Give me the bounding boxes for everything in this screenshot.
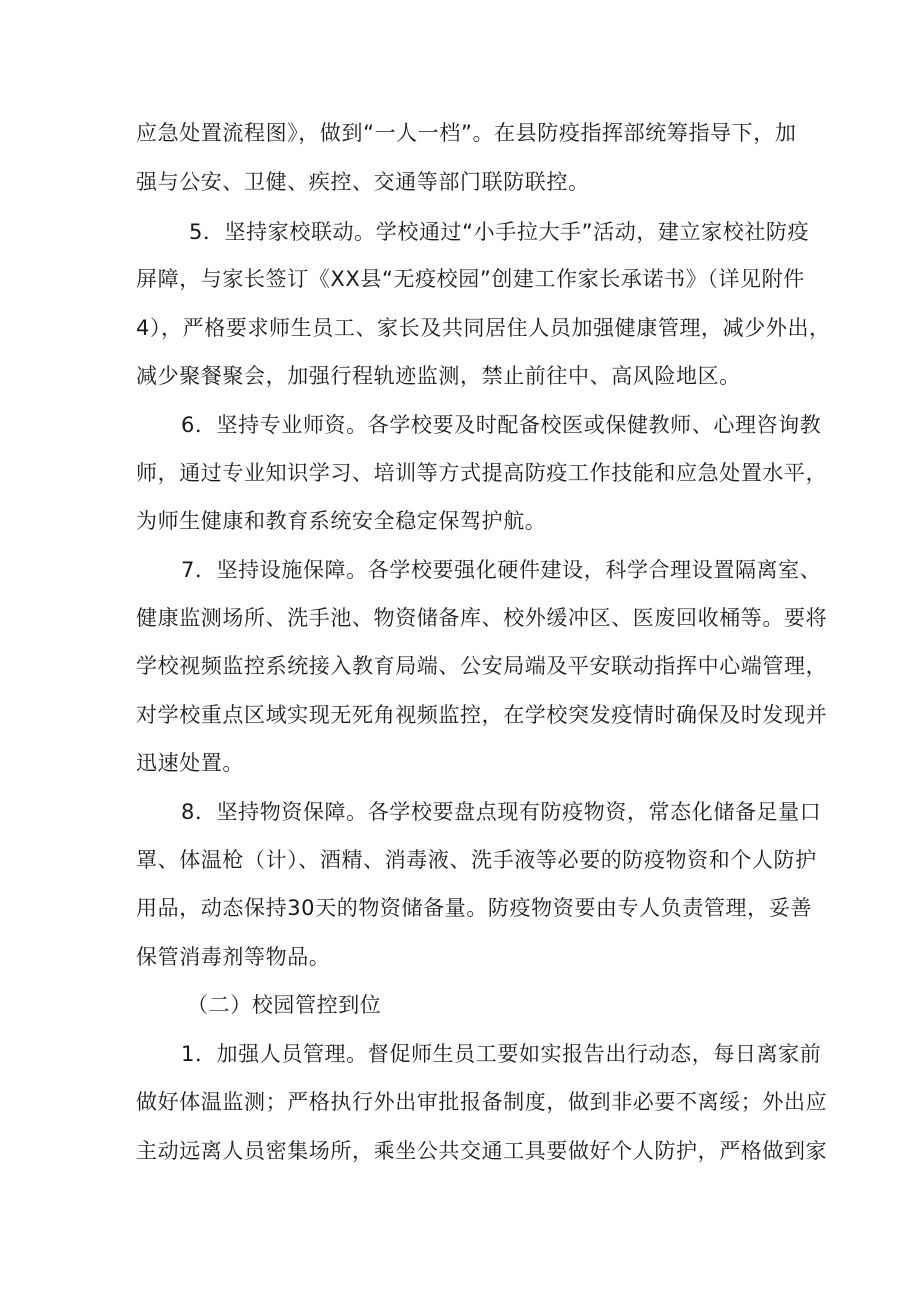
text-line: 应急处置流程图》，做到“一人一档”。在县防疫指挥部统筹指导下，加 bbox=[136, 121, 797, 145]
text-line: 减少聚餐聚会，加强行程轨迹监测，禁止前往中、高风险地区。 bbox=[136, 364, 741, 388]
text-line: 保管消毒剂等物品。 bbox=[136, 945, 331, 969]
text-line: 学校视频监控系统接入教育局端、公安局端及平安联动指挥中心端管理， bbox=[136, 654, 828, 678]
text-line: 对学校重点区域实现无死角视频监控，在学校突发疫情时确保及时发现并 bbox=[136, 703, 828, 727]
text-line: 8．坚持物资保障。各学校要盘点现有防疫物资，常态化储备足量口 bbox=[181, 800, 822, 824]
text-line: 屏障，与家长签订《XX县“无疫校园”创建工作家长承诺书》（详见附件 bbox=[136, 267, 805, 291]
text-line: 迅速处置。 bbox=[136, 751, 244, 775]
text-line: 主动远离人员密集场所，乘坐公共交通工具要做好个人防护，严格做到家 bbox=[136, 1139, 828, 1163]
text-line: 为师生健康和教育系统安全稳定保驾护航。 bbox=[136, 509, 547, 533]
text-line: 强与公安、卫健、疾控、交通等部门联防联控。 bbox=[136, 170, 590, 194]
text-line: 6．坚持专业师资。各学校要及时配备校医或保健教师、心理咨询教 bbox=[181, 413, 822, 437]
text-line: 师，通过专业知识学习、培训等方式提高防疫工作技能和应急处置水平， bbox=[136, 461, 828, 485]
text-line: 健康监测场所、洗手池、物资储备库、校外缓冲区、医废回收桶等。要将 bbox=[136, 606, 828, 630]
text-line: 5．坚持家校联动。学校通过“小手拉大手”活动，建立家校社防疫 bbox=[189, 220, 810, 244]
text-line: 7．坚持设施保障。各学校要强化硬件建设，科学合理设置隔离室、 bbox=[181, 558, 822, 582]
section-heading: （二）校园管控到位 bbox=[187, 993, 382, 1017]
text-line: 用品，动态保持30天的物资储备量。防疫物资要由专人负责管理，妥善 bbox=[136, 896, 812, 920]
text-line: 1．加强人员管理。督促师生员工要如实报告出行动态，每日离家前 bbox=[181, 1042, 822, 1066]
text-line: 4），严格要求师生员工、家长及共同居住人员加强健康管理，减少外出， bbox=[136, 316, 831, 340]
text-line: 罩、体温枪（计）、酒精、消毒液、洗手液等必要的防疫物资和个人防护 bbox=[136, 848, 817, 872]
text-line: 做好体温监测；严格执行外出审批报备制度，做到非必要不离绥；外出应 bbox=[136, 1090, 828, 1114]
